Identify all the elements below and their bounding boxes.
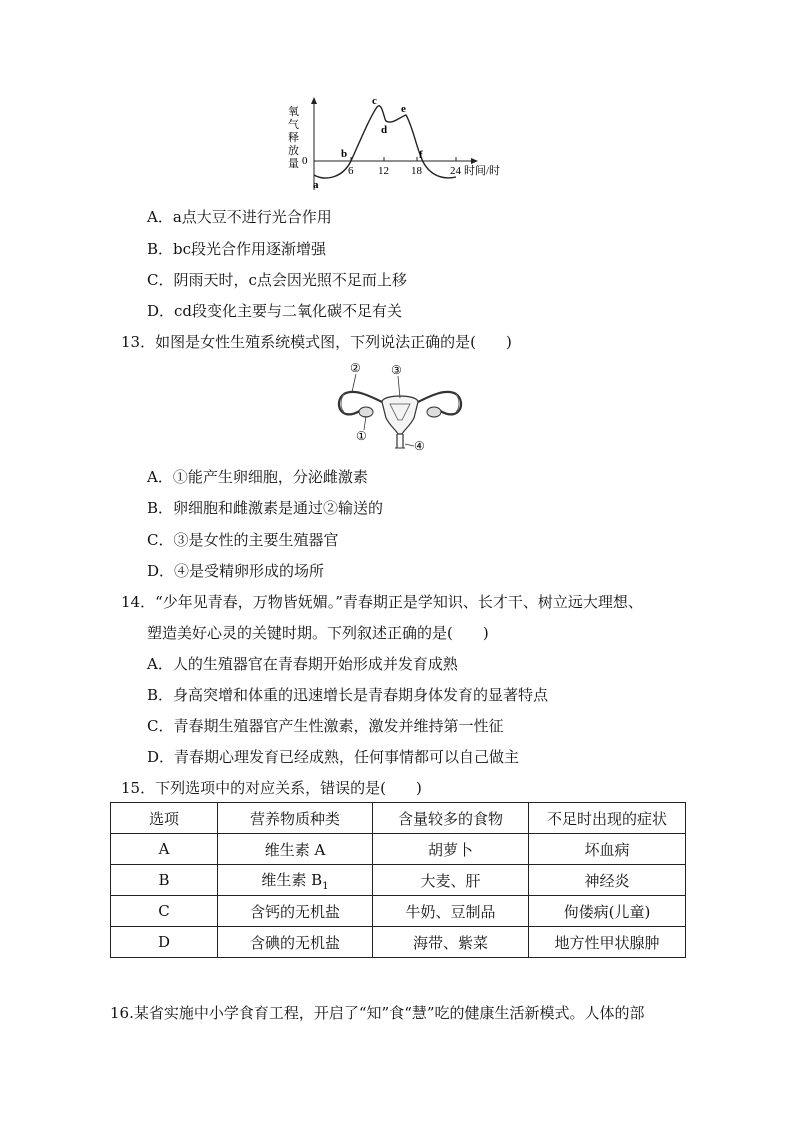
q14-option-c: C．青春期生殖器官产生性激素，激发并维持第一性征 — [147, 717, 504, 735]
table-cell: 胡萝卜 — [373, 834, 529, 865]
x-tick: 6 — [348, 165, 354, 177]
q13-option-d: D．④是受精卵形成的场所 — [147, 562, 325, 580]
q15-stem: 15．下列选项中的对应关系，错误的是( ) — [121, 779, 422, 797]
table-cell: 佝偻病(儿童) — [529, 896, 686, 927]
x-tick: 18 — [411, 165, 422, 177]
table-cell: 大麦、肝 — [373, 865, 529, 896]
q14-stem-line1: 14．“少年见青春，万物皆妩媚。”青春期正是学知识、长才干、树立远大理想、 — [121, 593, 643, 611]
ylabel-char: 氧 — [288, 106, 299, 118]
table-header: 营养物质种类 — [218, 803, 373, 834]
table-header: 不足时出现的症状 — [529, 803, 686, 834]
table-cell: B — [111, 865, 218, 896]
table-cell: 含碘的无机盐 — [218, 927, 373, 958]
table-header: 含量较多的食物 — [373, 803, 529, 834]
q14-option-a: A．人的生殖器官在青春期开始形成并发育成熟 — [147, 655, 458, 673]
table-cell: 地方性甲状腺肿 — [529, 927, 686, 958]
table-row — [111, 834, 686, 865]
q14-option-b: B．身高突增和体重的迅速增长是青春期身体发育的显著特点 — [147, 686, 549, 704]
table-row — [111, 927, 686, 958]
ylabel-char: 量 — [288, 158, 299, 170]
x-axis-label: 时间/时 — [464, 165, 501, 177]
table-cell: D — [111, 927, 218, 958]
q12-option-a: A．a点大豆不进行光合作用 — [147, 208, 332, 226]
q15-table — [110, 802, 686, 958]
point-b: b — [341, 148, 348, 160]
origin-label: 0 — [302, 155, 308, 167]
label-3: ③ — [391, 363, 402, 377]
point-d: d — [381, 124, 388, 136]
label-1: ① — [356, 429, 367, 443]
q16-stem: 16.某省实施中小学食育工程，开启了“知”食“慧”吃的健康生活新模式。人体的部 — [110, 1004, 645, 1022]
q14-option-d: D．青春期心理发育已经成熟，任何事情都可以自己做主 — [147, 748, 520, 766]
x-tick: 24 — [450, 165, 461, 177]
table-row — [111, 865, 686, 896]
table-cell: A — [111, 834, 218, 865]
table-header-row — [111, 803, 686, 834]
table-row — [111, 896, 686, 927]
table-cell-vitamin-b1 — [218, 865, 373, 896]
subscript: 1 — [322, 880, 329, 892]
table-cell-text: 维生素 B — [261, 870, 323, 889]
oxygen-release-graph — [280, 95, 520, 195]
table-cell: 维生素 A — [218, 834, 373, 865]
ylabel-char: 释 — [288, 132, 299, 144]
q12-option-b: B．bc段光合作用逐渐增强 — [147, 240, 327, 258]
label-4: ④ — [414, 439, 425, 453]
point-f: f — [419, 149, 423, 161]
q14-stem-line2: 塑造美好心灵的关键时期。下列叙述正确的是( ) — [147, 624, 489, 642]
table-cell: 神经炎 — [529, 865, 686, 896]
q13-option-b: B．卵细胞和雌激素是通过②输送的 — [147, 499, 384, 517]
table-cell: 海带、紫菜 — [373, 927, 529, 958]
table-cell: 坏血病 — [529, 834, 686, 865]
point-e: e — [401, 103, 406, 115]
female-reproductive-diagram — [330, 360, 470, 456]
q13-option-a: A．①能产生卵细胞，分泌雌激素 — [147, 468, 368, 486]
table-header: 选项 — [111, 803, 218, 834]
q13-stem: 13．如图是女性生殖系统模式图，下列说法正确的是( ) — [121, 333, 512, 351]
x-tick: 12 — [378, 165, 389, 177]
label-2: ② — [350, 361, 361, 375]
ylabel-char: 放 — [288, 145, 299, 157]
table-cell: 牛奶、豆制品 — [373, 896, 529, 927]
q12-option-c: C．阴雨天时，c点会因光照不足而上移 — [147, 271, 407, 289]
table-cell: 含钙的无机盐 — [218, 896, 373, 927]
q13-option-c: C．③是女性的主要生殖器官 — [147, 531, 339, 549]
point-a: a — [313, 179, 319, 191]
ylabel-char: 气 — [288, 119, 299, 131]
point-c: c — [372, 95, 377, 107]
q12-option-d: D．cd段变化主要与二氧化碳不足有关 — [147, 302, 403, 320]
table-cell: C — [111, 896, 218, 927]
